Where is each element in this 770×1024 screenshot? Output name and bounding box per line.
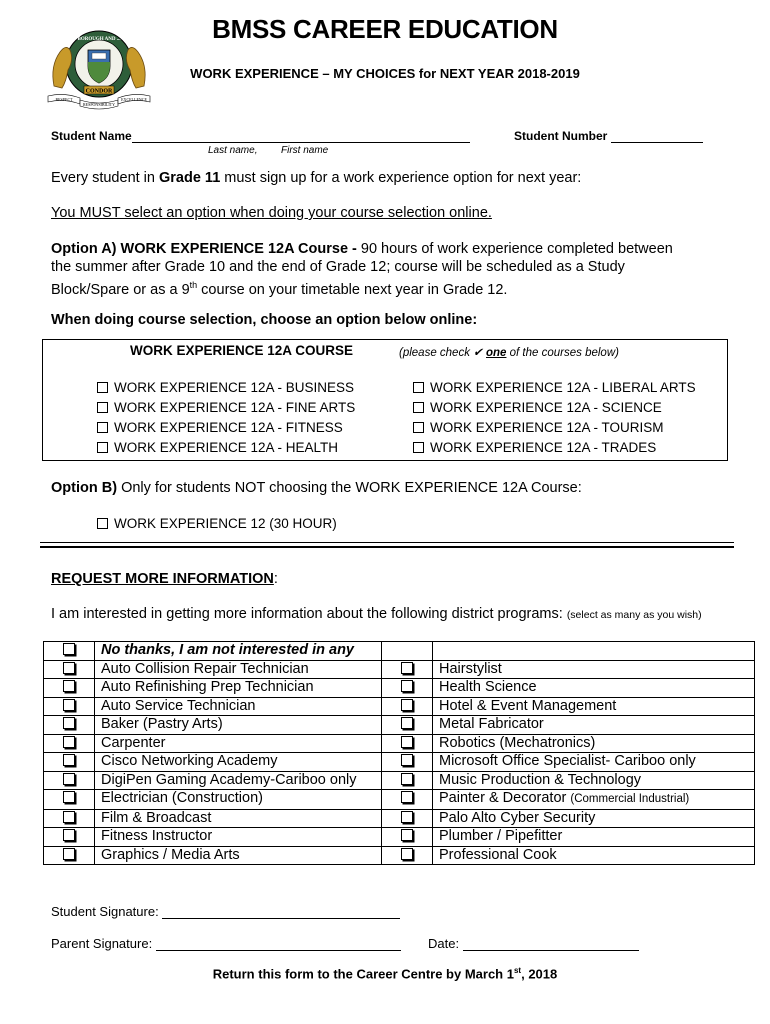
more-info-intro: [51, 606, 702, 622]
program-label: [433, 642, 755, 661]
hint-one: one: [486, 347, 507, 359]
checkbox-icon[interactable]: [401, 848, 413, 860]
page-title: BMSS CAREER EDUCATION: [212, 14, 558, 44]
intro-text-pre: Every student in: [51, 170, 159, 186]
checkbox-cell[interactable]: [44, 771, 95, 790]
logo-band-text: CONDOR: [85, 88, 113, 95]
student-number-label: Student Number: [514, 129, 608, 143]
checkbox-icon[interactable]: [413, 382, 424, 393]
checkbox-icon[interactable]: [401, 791, 413, 803]
checkbox-icon[interactable]: [97, 442, 108, 453]
checkbox-icon[interactable]: [413, 422, 424, 433]
logo-scroll-right: EXCELLENCE: [121, 97, 147, 102]
checkbox-icon[interactable]: [413, 402, 424, 413]
table-row: [44, 809, 755, 828]
course-option[interactable]: [413, 378, 696, 398]
logo-top-text: BOROUGH AND ...: [77, 37, 121, 42]
course-label: WORK EXPERIENCE 12A - TRADES: [430, 440, 657, 455]
course-box-hint: [399, 345, 619, 359]
checkbox-cell[interactable]: [382, 846, 433, 865]
course-option[interactable]: [413, 438, 696, 458]
table-row: [44, 660, 755, 679]
table-row: [44, 679, 755, 698]
checkbox-icon[interactable]: [63, 699, 75, 711]
table-row: [44, 846, 755, 865]
checkbox-icon[interactable]: [97, 422, 108, 433]
checkbox-icon[interactable]: [401, 699, 413, 711]
intro-text-post: must sign up for a work experience option for next year:: [220, 170, 582, 186]
more-info-heading-colon: :: [273, 571, 278, 587]
program-label: DigiPen Gaming Academy-Cariboo only: [95, 771, 382, 790]
checkbox-icon[interactable]: [63, 848, 75, 860]
course-label: WORK EXPERIENCE 12A - FINE ARTS: [114, 400, 356, 415]
page-subtitle: WORK EXPERIENCE – MY CHOICES for NEXT YEAR 2018-2019: [190, 66, 580, 81]
course-option[interactable]: [97, 438, 355, 458]
student-name-row: [51, 129, 470, 143]
program-label: Robotics (Mechatronics): [433, 734, 755, 753]
checkbox-cell[interactable]: [382, 753, 433, 772]
checkbox-icon[interactable]: [63, 829, 75, 841]
checkbox-cell[interactable]: [382, 716, 433, 735]
course-label: WORK EXPERIENCE 12 (30 HOUR): [114, 516, 337, 531]
checkbox-cell[interactable]: [44, 697, 95, 716]
course-label: WORK EXPERIENCE 12A - SCIENCE: [430, 400, 662, 415]
program-label: No thanks, I am not interested in any: [95, 642, 382, 661]
course-label: WORK EXPERIENCE 12A - HEALTH: [114, 440, 339, 455]
checkbox-icon[interactable]: [401, 662, 413, 674]
table-row: [44, 697, 755, 716]
program-label: Auto Collision Repair Technician: [95, 660, 382, 679]
checkbox-cell[interactable]: [382, 697, 433, 716]
program-label-text: Painter & Decorator: [439, 790, 567, 806]
course-label: WORK EXPERIENCE 12A - TOURISM: [430, 420, 664, 435]
program-label: [433, 790, 755, 810]
program-label: Baker (Pastry Arts): [95, 716, 382, 735]
course-option[interactable]: [413, 418, 696, 438]
checkbox-cell: [382, 642, 433, 661]
program-label: Film & Broadcast: [95, 809, 382, 828]
student-name-label: Student Name: [51, 129, 132, 143]
check-mark-icon: ✔: [473, 347, 483, 359]
parent-signature-label: Parent Signature:: [51, 936, 153, 951]
table-row: [44, 753, 755, 772]
checkbox-icon[interactable]: [401, 717, 413, 729]
logo-scroll-center: RESPONSIBILITY: [82, 102, 116, 107]
checkbox-cell[interactable]: [44, 809, 95, 828]
option-a-text-3b: course on your timetable next year in Grade 12.: [197, 281, 508, 298]
program-label: Metal Fabricator: [433, 716, 755, 735]
option-a-sup: th: [189, 280, 198, 290]
must-select-notice: You MUST select an option when doing your course selection online.: [51, 205, 492, 221]
checkbox-icon[interactable]: [401, 754, 413, 766]
date-row: [428, 936, 639, 951]
table-row: [44, 734, 755, 753]
checkbox-cell[interactable]: [382, 828, 433, 847]
program-label: Carpenter: [95, 734, 382, 753]
checkbox-cell[interactable]: [44, 660, 95, 679]
checkbox-icon[interactable]: [63, 791, 75, 803]
checkbox-cell[interactable]: [382, 771, 433, 790]
course-label: WORK EXPERIENCE 12A - BUSINESS: [114, 380, 355, 395]
program-label: Hotel & Event Management: [433, 697, 755, 716]
checkbox-cell[interactable]: [382, 679, 433, 698]
return-text-pre: Return this form to the Career Centre by March 1: [212, 966, 514, 982]
choose-heading: When doing course selection, choose an option below online:: [51, 312, 478, 328]
return-sup: st: [513, 966, 522, 975]
option-a-text-2: the summer after Grade 10 and the end of Grade 12; course will be scheduled as a Study: [51, 259, 625, 275]
program-label: Plumber / Pipefitter: [433, 828, 755, 847]
program-label: Electrician (Construction): [95, 790, 382, 810]
checkbox-icon[interactable]: [401, 773, 413, 785]
student-number-field[interactable]: [611, 130, 703, 143]
checkbox-icon[interactable]: [97, 382, 108, 393]
more-info-heading: [51, 571, 278, 587]
course-option[interactable]: [97, 418, 355, 438]
course-box-title: WORK EXPERIENCE 12A COURSE: [130, 343, 354, 358]
student-number-row: [514, 129, 703, 143]
checkbox-icon[interactable]: [63, 680, 75, 692]
more-info-intro-text: I am interested in getting more information about the following district programs:: [51, 606, 567, 622]
student-name-field[interactable]: [132, 130, 470, 143]
checkbox-icon[interactable]: [63, 736, 75, 748]
checkbox-icon[interactable]: [97, 518, 108, 529]
checkbox-icon[interactable]: [63, 717, 75, 729]
student-signature-field[interactable]: [162, 906, 400, 919]
logo-scroll-left: RESPECT: [55, 97, 73, 102]
more-info-intro-small: (select as many as you wish): [566, 609, 702, 621]
checkbox-icon[interactable]: [401, 680, 413, 692]
checkbox-icon[interactable]: [401, 736, 413, 748]
checkbox-cell[interactable]: [44, 753, 95, 772]
checkbox-icon[interactable]: [401, 811, 413, 823]
programs-table: [43, 641, 755, 865]
checkbox-cell[interactable]: [382, 734, 433, 753]
checkbox-icon[interactable]: [97, 402, 108, 413]
date-field[interactable]: [463, 938, 639, 951]
first-name-hint: First name: [281, 145, 329, 156]
program-label: Cisco Networking Academy: [95, 753, 382, 772]
table-row: [44, 828, 755, 847]
courses-left-column: [97, 378, 355, 458]
checkbox-cell[interactable]: [44, 679, 95, 698]
student-signature-label: Student Signature:: [51, 904, 159, 919]
program-label: Auto Service Technician: [95, 697, 382, 716]
checkbox-cell[interactable]: [44, 790, 95, 810]
date-label: Date:: [428, 936, 460, 951]
checkbox-cell[interactable]: [44, 828, 95, 847]
option-b-text: Only for students NOT choosing the WORK EXPERIENCE 12A Course:: [117, 480, 582, 496]
checkbox-cell[interactable]: [44, 642, 95, 661]
option-a-text-1: 90 hours of work experience completed between: [356, 241, 673, 257]
parent-signature-field[interactable]: [156, 938, 401, 951]
program-label: Health Science: [433, 679, 755, 698]
program-label-note: (Commercial Industrial): [570, 793, 690, 805]
more-info-heading-text: REQUEST MORE INFORMATION: [51, 571, 274, 587]
hint-pre: (please check: [399, 347, 474, 359]
checkbox-icon[interactable]: [63, 811, 75, 823]
course-label: WORK EXPERIENCE 12A - LIBERAL ARTS: [430, 380, 696, 395]
return-instructions: [150, 966, 620, 981]
course-option[interactable]: [97, 398, 355, 418]
program-label: Fitness Instructor: [95, 828, 382, 847]
intro-line: [51, 170, 581, 186]
course-option[interactable]: [97, 378, 355, 398]
option-b-label: Option B): [51, 480, 118, 496]
section-divider: [40, 542, 734, 548]
checkbox-cell[interactable]: [44, 734, 95, 753]
table-row: [44, 771, 755, 790]
parent-signature-row: [51, 936, 401, 951]
return-text-post: , 2018: [521, 966, 558, 982]
last-name-hint: Last name,: [208, 145, 258, 156]
program-label: Hairstylist: [433, 660, 755, 679]
option-a-description: [51, 240, 673, 299]
checkbox-icon[interactable]: [63, 773, 75, 785]
option-b-description: [51, 480, 582, 496]
option-a-text-3a: Block/Spare or as a 9: [51, 281, 190, 298]
checkbox-cell[interactable]: [44, 716, 95, 735]
school-crest-logo: [44, 26, 154, 110]
student-signature-row: [51, 904, 400, 919]
checkbox-cell[interactable]: [44, 846, 95, 865]
course-label: WORK EXPERIENCE 12A - FITNESS: [114, 420, 343, 435]
program-label: Microsoft Office Specialist- Cariboo only: [433, 753, 755, 772]
checkbox-cell[interactable]: [382, 790, 433, 810]
checkbox-icon[interactable]: [63, 754, 75, 766]
table-row: [44, 642, 755, 661]
table-row: [44, 716, 755, 735]
checkbox-cell[interactable]: [382, 809, 433, 828]
course-option[interactable]: [413, 398, 696, 418]
program-label: Graphics / Media Arts: [95, 846, 382, 865]
program-label: Professional Cook: [433, 846, 755, 865]
option-a-label: Option A) WORK EXPERIENCE 12A Course -: [51, 241, 357, 257]
checkbox-icon[interactable]: [413, 442, 424, 453]
table-row: [44, 790, 755, 810]
program-label: Palo Alto Cyber Security: [433, 809, 755, 828]
checkbox-icon[interactable]: [63, 662, 75, 674]
option-b-course[interactable]: [97, 514, 337, 534]
courses-right-column: [413, 378, 696, 458]
checkbox-cell[interactable]: [382, 660, 433, 679]
program-label: Auto Refinishing Prep Technician: [95, 679, 382, 698]
checkbox-icon[interactable]: [401, 829, 413, 841]
intro-grade: Grade 11: [159, 170, 221, 186]
checkbox-icon[interactable]: [63, 643, 75, 655]
hint-post: of the courses below): [506, 347, 619, 359]
program-label: Music Production & Technology: [433, 771, 755, 790]
